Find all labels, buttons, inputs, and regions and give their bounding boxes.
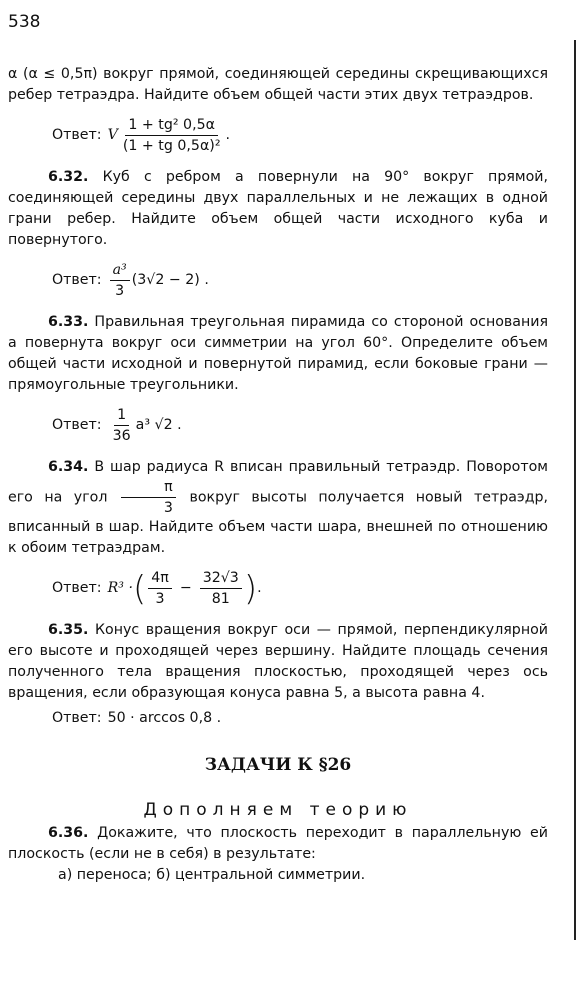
problem-6-32 xyxy=(8,167,548,251)
fraction-numerator: π xyxy=(121,478,176,498)
fraction-numerator: 32√3 xyxy=(200,569,242,589)
problem-number: 6.32. xyxy=(48,169,89,185)
problem-text: Докажите, что плоскость переходит в параллельную ей плоскость (если не в себя) в результате: xyxy=(8,825,548,862)
problem-text: Куб с ребром a повернули на 90° вокруг прямой, соединяющей середины двух параллельных и не лежащих в одной грани ребер. Найдите объем общей части исходного куба и повернутого. xyxy=(8,169,548,248)
fraction-numerator: a³ xyxy=(110,261,130,281)
fraction-numerator: 1 + tg² 0,5α xyxy=(125,116,218,136)
answer-fraction xyxy=(110,261,130,300)
intro-text: α (α ≤ 0,5π) вокруг прямой, соединяющей середины скрещивающихся ребер тетраэдра. Найдите объем общей части этих двух тетраэдров. xyxy=(8,66,548,103)
problem-text-before: В шар радиуса R вписан правильный тетраэдр. Поворотом его на угол xyxy=(8,459,548,506)
problem-number: 6.36. xyxy=(48,825,89,841)
answer-fraction xyxy=(110,406,134,445)
problem-number: 6.33. xyxy=(48,314,89,330)
answer-6-32 xyxy=(52,261,548,300)
problem-items: а) переноса; б) центральной симметрии. xyxy=(58,867,366,883)
problem-6-36 xyxy=(8,823,548,865)
answer-fraction-2 xyxy=(200,569,242,608)
problem-number: 6.35. xyxy=(48,622,89,638)
fraction-denominator: 3 xyxy=(155,591,165,607)
answer-label: Ответ: xyxy=(52,417,102,433)
minus-sign: − xyxy=(179,580,192,596)
problem-6-35 xyxy=(8,620,548,704)
problem-text-after: вокруг высоты получается новый тетраэдр, вписанный в шар. Найдите объем части шара, внешней по отношению к обоим тетраэдрам. xyxy=(8,489,549,556)
page-number: 538 xyxy=(8,12,41,32)
fraction-denominator: (1 + tg 0,5α)² xyxy=(122,138,221,154)
section-heading: ЗАДАЧИ К §26 xyxy=(204,755,352,775)
problem-text: Правильная треугольная пирамида со стороной основания a повернута вокруг оси симметрии на угол 60°. Определите объем общей части исходной и повернутой пирамид, если боковые грани — прямоугольные треугольники. xyxy=(8,314,548,393)
answer-value: 50 · arccos 0,8 . xyxy=(107,710,222,726)
answer-end: . xyxy=(225,127,231,143)
fraction-denominator: 3 xyxy=(163,500,173,516)
answer-fraction xyxy=(120,116,224,155)
problem-text: Конус вращения вокруг оси — прямой, перпендикулярной его высоте и проходящей через вершину. Найдите площадь сечения полученного тела вращения плоскостью, проходящей через ось вращения, если образующая конуса равна 5, а высота равна 4. xyxy=(8,622,548,701)
fraction-numerator: 4π xyxy=(148,569,172,589)
answer-fraction-1 xyxy=(148,569,172,608)
answer-label: Ответ: xyxy=(52,127,102,143)
answer-label: Ответ: xyxy=(52,710,102,726)
intro-answer xyxy=(52,116,548,155)
fraction-denominator: 36 xyxy=(112,428,131,444)
problem-6-34 xyxy=(8,457,548,559)
subheading: Дополняем теорию xyxy=(143,800,413,820)
problem-number: 6.34. xyxy=(48,459,89,475)
left-paren: ( xyxy=(132,568,147,609)
page-content xyxy=(8,64,548,886)
answer-6-33 xyxy=(52,406,548,445)
answer-prefix: R³ · xyxy=(107,580,133,596)
answer-end: . xyxy=(257,580,262,596)
fraction-denominator: 3 xyxy=(115,283,125,299)
problem-6-33 xyxy=(8,312,548,396)
answer-label: Ответ: xyxy=(52,580,102,596)
fraction-denominator: 81 xyxy=(211,591,230,607)
margin-rule xyxy=(574,40,576,940)
angle-fraction xyxy=(121,478,176,517)
answer-rest: a³ √2 . xyxy=(135,417,182,433)
fraction-numerator: 1 xyxy=(114,406,129,426)
answer-prefix: V xyxy=(107,127,118,143)
answer-rest: (3√2 − 2) . xyxy=(131,272,209,288)
answer-6-35 xyxy=(52,708,548,729)
right-paren: ) xyxy=(243,568,258,609)
answer-6-34 xyxy=(52,569,548,608)
answer-label: Ответ: xyxy=(52,272,102,288)
